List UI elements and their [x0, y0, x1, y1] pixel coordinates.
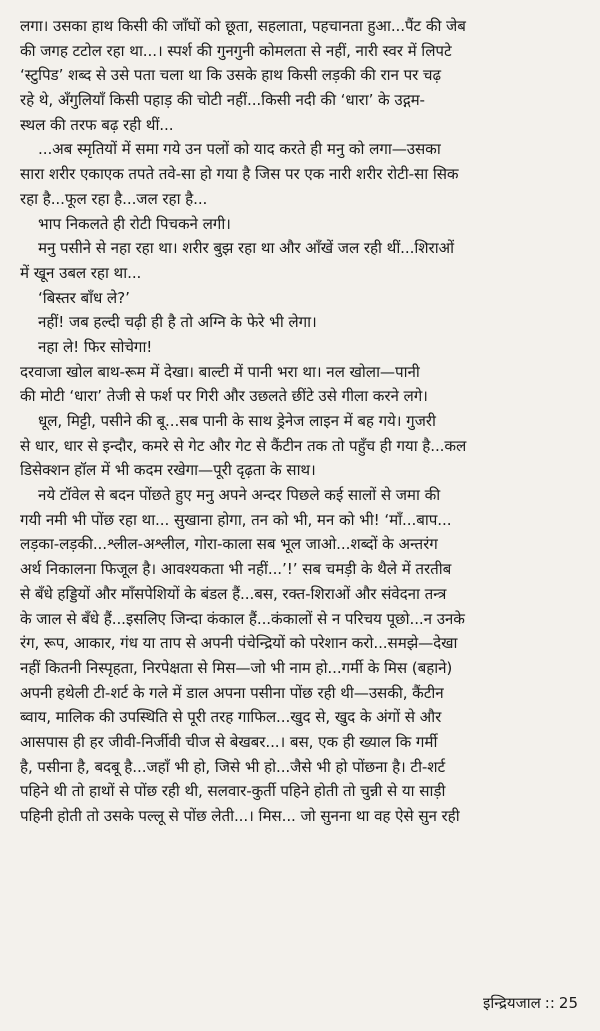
text-line: नहीं! जब हल्दी चढ़ी ही है तो अग्नि के फेरे भी लेगा। — [38, 313, 317, 332]
text-line: नये टॉवेल से बदन पोंछते हुए मनु अपने अन्दर पिछले कई सालों से जमा की — [38, 486, 441, 505]
text-line: नहा ले! फिर सोचेगा! — [38, 337, 153, 356]
text-line: ब्वाय, मालिक की उपस्थिति से पूरी तरह गाफिल...खुद से, खुद के अंगों से और — [20, 708, 442, 727]
text-line: पहिने थी तो हाथों से पोंछ रही थी, सलवार-कुर्ती पहिने होती तो चुन्नी से या साड़ी — [20, 782, 446, 801]
text-line: से धार, धार से इन्दौर, कमरे से गेट और गेट से कैंटीन तक तो पहुँच ही गया है...कल — [20, 436, 467, 455]
text-line: भाप निकलते ही रोटी पिचकने लगी। — [38, 214, 231, 233]
text-line: लगा। उसका हाथ किसी की जाँघों को छूता, सहलाता, पहचानता हुआ...पैंट की जेब — [20, 17, 466, 35]
page-footer — [483, 993, 578, 1013]
text-line: रहे थे, अँगुलियाँ किसी पहाड़ की चोटी नहीं...किसी नदी की ‘धारा’ के उद्गम- — [20, 91, 425, 110]
text-line: में खून उबल रहा था... — [20, 263, 142, 282]
text-line: पहिनी होती तो उसके पल्लू से पोंछ लेती...। मिस... जो सुनना था वह ऐसे सुन रही — [20, 807, 460, 825]
text-line: रंग, रूप, आकार, गंध या ताप से अपनी पंचेन्द्रियों को परेशान करो...समझे—देखा — [20, 634, 458, 653]
text-line: अर्थ निकालना फिजूल है। आवश्यकता भी नहीं...’!’ सब चमड़ी के थैले में तरतीब — [20, 560, 452, 579]
text-line: ‘बिस्तर बाँध ले?’ — [38, 288, 130, 307]
text-line: डिसेक्शन हॉल में भी कदम रखेगा—पूरी दृढ़ता के साथ। — [20, 461, 316, 480]
text-line: से बँधे हड्डियों और माँसपेशियों के बंडल हैं...बस, रक्त-शिराओं और संवेदना तन्त्र — [20, 584, 447, 603]
footer-separator: :: — [544, 994, 555, 1012]
text-line: लड़का-लड़की...श्लील-अश्लील, गोरा-काला सब भूल जाओ...शब्दों के अन्तरंग — [20, 535, 438, 554]
text-line: गयी नमी भी पोंछ रहा था... सुखाना होगा, तन को भी, मन को भी! ‘माँ...बाप... — [20, 510, 452, 529]
text-line: की मोटी ‘धारा’ तेजी से फर्श पर गिरी और उछलते छींटे उसे गीला करने लगे। — [20, 387, 428, 406]
body-text — [20, 14, 582, 829]
text-line: मनु पसीने से नहा रहा था। शरीर बुझ रहा था और आँखें जल रही थीं...शिराओं — [38, 239, 454, 258]
text-line: स्थल की तरफ बढ़ रही थीं... — [20, 115, 174, 134]
page-number: 25 — [558, 994, 578, 1012]
text-line: ...अब स्मृतियों में समा गये उन पलों को याद करते ही मनु को लगा—उसका — [38, 140, 441, 159]
text-line: दरवाजा खोल बाथ-रूम में देखा। बाल्टी में पानी भरा था। नल खोला—पानी — [20, 362, 420, 381]
text-line: अपनी हथेली टी-शर्ट के गले में डाल अपना पसीना पोंछ रही थी—उसकी, कैंटीन — [20, 683, 444, 702]
text-line: धूल, मिट्टी, पसीने की बू...सब पानी के साथ ड्रेनेज लाइन में बह गये। गुजरी — [38, 412, 436, 430]
text-line: सारा शरीर एकाएक तपते तवे-सा हो गया है जिस पर एक नारी शरीर रोटी-सा सिक — [20, 165, 459, 184]
text-line: आसपास ही हर जीवी-निर्जीवी चीज से बेखबर...। बस, एक ही ख्याल कि गर्मी — [20, 732, 438, 751]
text-line: के जाल से बँधे हैं...इसलिए जिन्दा कंकाल हैं...कंकालों से न परिचय पूछो...न उनके — [20, 609, 465, 628]
book-title: इन्द्रियजाल — [483, 994, 541, 1012]
text-line: ‘स्टुपिड’ शब्द से उसे पता चला था कि उसके हाथ किसी लड़की की रान पर चढ़ — [20, 66, 441, 85]
text-line: की जगह टटोल रहा था...। स्पर्श की गुनगुनी कोमलता से नहीं, नारी स्वर में लिपटे — [20, 41, 452, 60]
text-line: नहीं कितनी निस्पृहता, निरपेक्षता से मिस—जो भी नाम हो...गर्मी के मिस (बहाने) — [20, 658, 453, 677]
text-line: है, पसीना है, बदबू है...जहाँ भी हो, जिसे भी हो...जैसे भी हो पोंछना है। टी-शर्ट — [20, 757, 446, 776]
text-line: रहा है...फूल रहा है...जल रहा है... — [20, 189, 208, 208]
